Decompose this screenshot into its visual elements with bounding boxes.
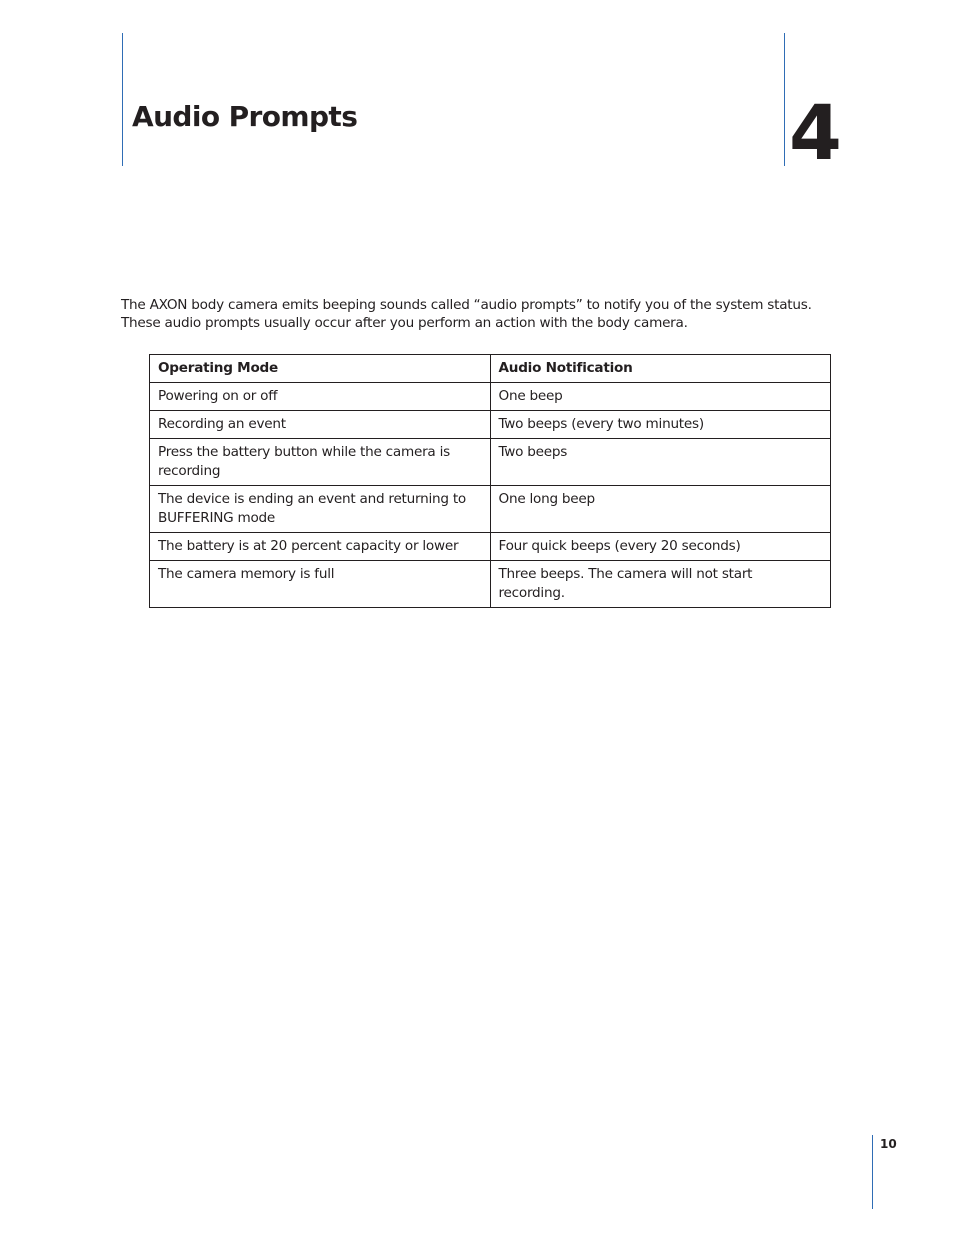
operating-mode-cell: The battery is at 20 percent capacity or lower	[150, 533, 491, 561]
table-row	[150, 439, 831, 486]
table-row	[150, 533, 831, 561]
audio-notification-cell: One long beep	[490, 486, 831, 533]
table-row	[150, 561, 831, 608]
audio-notification-cell: One beep	[490, 383, 831, 411]
audio-notification-cell: Two beeps (every two minutes)	[490, 411, 831, 439]
table-row	[150, 411, 831, 439]
operating-mode-cell: Press the battery button while the camera is recording	[150, 439, 491, 486]
chapter-title: Audio Prompts	[132, 100, 358, 133]
audio-notification-cell: Two beeps	[490, 439, 831, 486]
header-operating-mode: Operating Mode	[150, 355, 491, 383]
page-number: 10	[880, 1137, 897, 1151]
intro-paragraph: The AXON body camera emits beeping sounds called “audio prompts” to notify you of the system status. These audio prompts usually occur after you perform an action with the body camera.	[121, 297, 812, 331]
chapter-number-rule	[784, 33, 785, 166]
audio-prompts-table	[149, 354, 831, 608]
operating-mode-cell: Powering on or off	[150, 383, 491, 411]
table-row	[150, 383, 831, 411]
chapter-left-rule	[122, 33, 123, 166]
operating-mode-cell: Recording an event	[150, 411, 491, 439]
audio-notification-cell: Three beeps. The camera will not start recording.	[490, 561, 831, 608]
footer-rule	[872, 1135, 873, 1209]
audio-notification-cell: Four quick beeps (every 20 seconds)	[490, 533, 831, 561]
header-audio-notification: Audio Notification	[490, 355, 831, 383]
operating-mode-cell: The camera memory is full	[150, 561, 491, 608]
operating-mode-cell: The device is ending an event and returning to BUFFERING mode	[150, 486, 491, 533]
chapter-number: 4	[789, 88, 842, 177]
table-header-row	[150, 355, 831, 383]
table-row	[150, 486, 831, 533]
